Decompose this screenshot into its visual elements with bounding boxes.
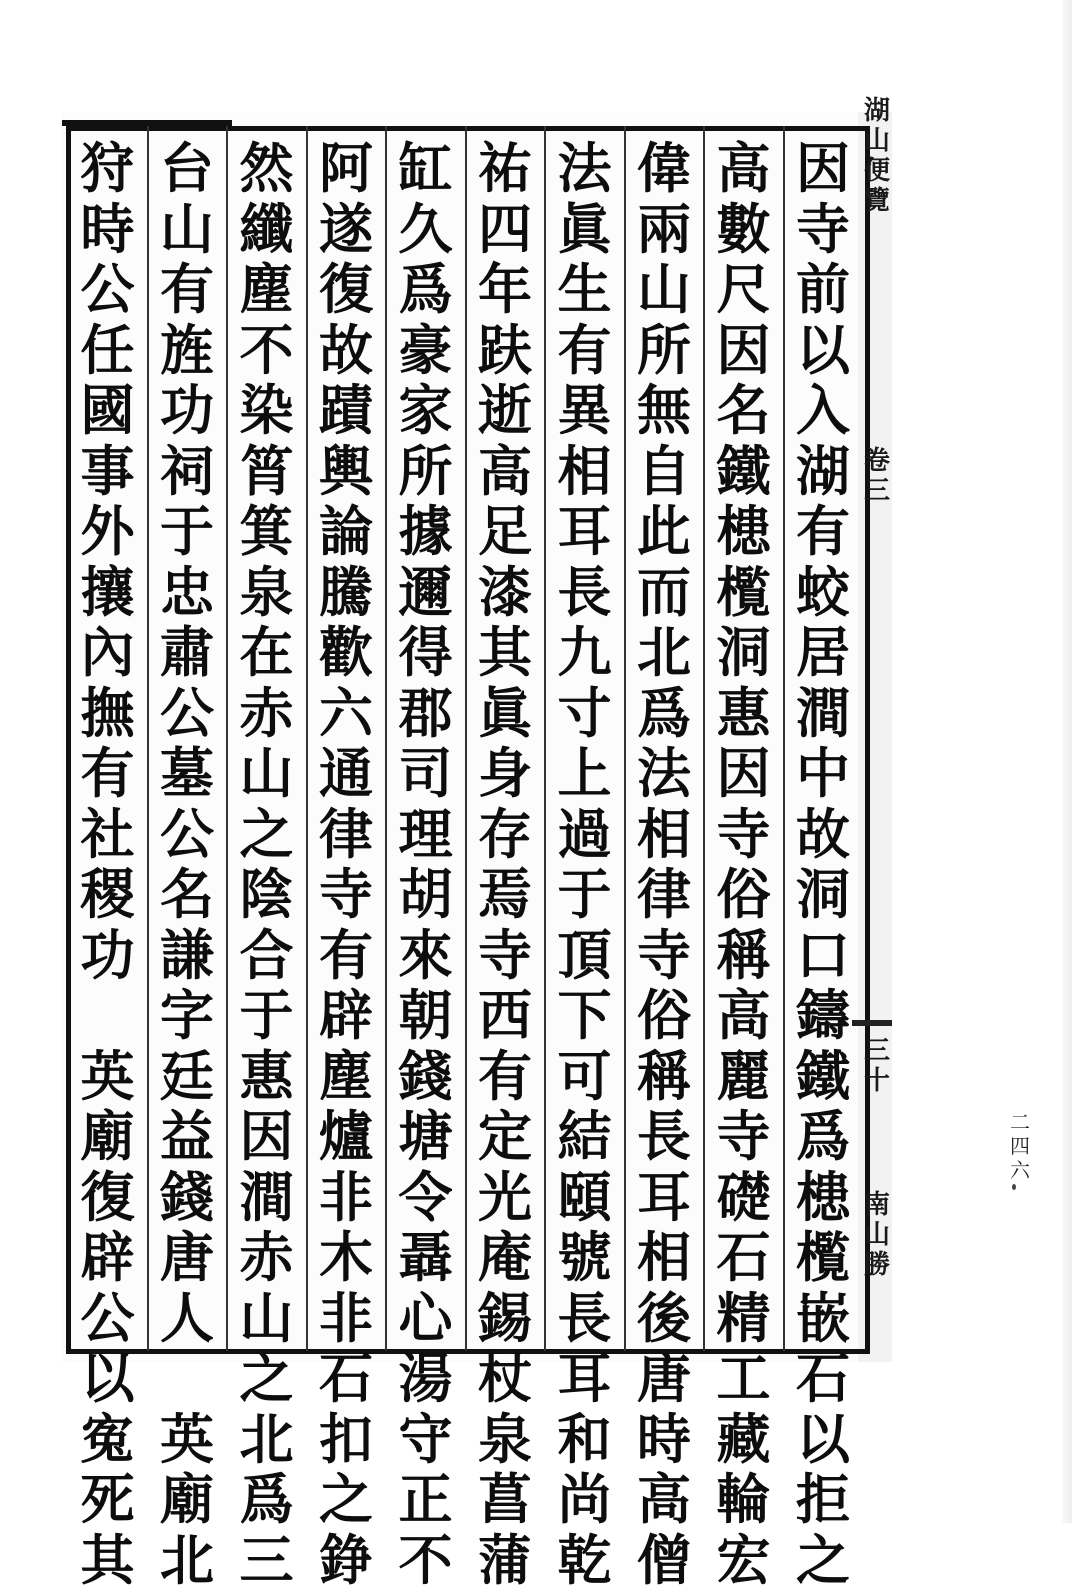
char: 法 [557,136,612,200]
char: 足 [478,499,532,563]
char: 謙 [160,922,214,987]
char: 過 [557,801,612,866]
char: 不 [398,1527,453,1592]
char: 有 [478,1043,532,1108]
char: 異 [557,378,612,442]
char: 泉 [478,1406,532,1471]
char: 寺 [637,922,691,987]
margin-mid [862,1036,892,1096]
char: 通 [319,741,373,805]
char: 豪 [398,317,453,382]
char: 南 [863,1190,890,1220]
char: 數 [716,196,771,261]
char: 槵 [716,499,771,563]
char: 高 [716,136,771,200]
char: 廟 [160,1467,214,1531]
char: 長 [557,559,612,624]
char: 輪 [716,1467,771,1531]
char: 山 [239,741,294,805]
char: 而 [637,559,691,624]
text-column [236,136,298,1592]
char: 錢 [398,1043,453,1108]
char: 前 [796,257,850,321]
char: 功 [160,378,214,442]
char: 心 [398,1285,453,1350]
char: 論 [319,499,373,563]
char: 爲 [398,257,453,321]
char: 耳 [557,499,612,563]
char: 錚 [319,1527,373,1592]
char: 筲 [239,438,294,503]
char: 司 [398,741,453,805]
char: 鐵 [796,1043,850,1108]
char: 律 [637,862,691,926]
char: 覽 [863,186,890,216]
char: 箕 [239,499,294,563]
char: 庵 [478,1225,532,1289]
char: 乾 [557,1527,612,1592]
char: 之 [319,1467,373,1531]
char: 鑄 [796,983,850,1047]
char: 嵌 [796,1285,850,1350]
char: 拒 [796,1467,850,1531]
char: 後 [637,1285,691,1350]
char: 故 [796,801,850,866]
char: 石 [716,1225,771,1289]
column-rule [783,126,785,1351]
char: 逝 [478,378,532,442]
char: 爐 [319,1104,373,1168]
char: 爲 [796,1104,850,1168]
char: 高 [478,438,532,503]
char: 之 [796,1527,850,1592]
column-rule [624,126,626,1351]
char: 久 [398,196,453,261]
char: 四 [478,196,532,261]
char: 扣 [319,1406,373,1471]
char: 聶 [398,1225,453,1289]
char: 名 [716,378,771,442]
char: 年 [478,257,532,321]
char: 石 [319,1346,373,1410]
char: 有 [319,922,373,987]
column-rule [544,126,546,1351]
char: 攘 [80,559,135,624]
char: 三 [863,1036,890,1066]
char: 有 [160,257,214,321]
char: 山 [160,196,214,261]
char: 俗 [637,983,691,1047]
char: 于 [160,499,214,563]
text-column [713,136,775,1592]
char: 爲 [239,1467,294,1531]
margin-foot [862,1190,892,1280]
char: 頤 [557,1164,612,1229]
char: 焉 [478,862,532,926]
char: 結 [557,1104,612,1168]
text-column [315,136,377,1592]
char: 身 [478,741,532,805]
char: 遂 [319,196,373,261]
char: 工 [716,1346,771,1410]
char: 僧 [637,1527,691,1592]
char: 寸 [557,680,612,745]
char: 長 [557,1285,612,1350]
char: 台 [160,136,214,200]
char [77,985,139,1046]
char: 來 [398,922,453,987]
fold-mark [852,1020,892,1026]
char: 湖 [796,438,850,503]
char: 鐵 [716,438,771,503]
char: 祐 [478,136,532,200]
char: 忠 [160,559,214,624]
char: 惠 [239,1043,294,1108]
char: 泉 [239,559,294,624]
char: 陰 [239,862,294,926]
char: 因 [796,136,850,200]
char: 因 [716,317,771,382]
char: 麗 [716,1043,771,1108]
column-rule [306,126,308,1351]
char: 纖 [239,196,294,261]
char: 六 [1010,1158,1030,1182]
char: 湯 [398,1346,453,1410]
char: 眞 [557,196,612,261]
char: 狩 [80,136,135,200]
char: 此 [637,499,691,563]
char: 名 [160,862,214,926]
column-rule [703,126,705,1351]
char: 寺 [716,1104,771,1168]
char: 不 [239,317,294,382]
column-rule [226,126,228,1351]
char: 澗 [796,680,850,745]
char: 惠 [716,680,771,745]
char: 耳 [637,1164,691,1229]
char: 湖 [863,96,890,126]
char: 合 [239,922,294,987]
margin-volume [862,446,892,506]
char: 相 [637,801,691,866]
char: 高 [637,1467,691,1531]
char: 寺 [796,196,850,261]
char: 槵 [796,1164,850,1229]
char: 洞 [796,862,850,926]
char: 社 [80,801,135,866]
char: 漆 [478,559,532,624]
char: 上 [557,741,612,805]
char: 墓 [160,741,214,805]
char: 寃 [80,1406,135,1471]
page-number [1008,1110,1032,1182]
char: 卷 [863,446,890,476]
char: 寺 [716,801,771,866]
char: 非 [319,1164,373,1229]
char: 時 [637,1406,691,1471]
char: 㰖 [796,1225,850,1289]
char: 山 [863,126,890,156]
column-rule [465,126,467,1351]
char: 公 [160,801,214,866]
char: 復 [319,257,373,321]
char: 可 [557,1043,612,1108]
text-column [395,136,457,1592]
char: 稱 [716,922,771,987]
char: 宏 [716,1527,771,1592]
char: 據 [398,499,453,563]
char: 國 [80,378,135,442]
char: 杖 [478,1346,532,1410]
char: 和 [557,1406,612,1471]
char: 錢 [160,1164,214,1229]
char: 六 [319,680,373,745]
char: 之 [239,801,294,866]
char: 任 [80,317,135,382]
char: 于 [239,983,294,1047]
char: 耳 [557,1346,612,1410]
char: 號 [557,1225,612,1289]
margin-title [862,96,892,216]
char: 定 [478,1104,532,1168]
char [156,1348,218,1409]
char: 二 [1010,1110,1030,1134]
char: 木 [319,1225,373,1289]
char: 時 [80,196,135,261]
char: 北 [239,1406,294,1471]
char: 以 [796,317,850,382]
char: 高 [716,983,771,1047]
char: 勝 [863,1250,890,1280]
char: 礎 [716,1164,771,1229]
char: 相 [557,438,612,503]
char: 辟 [319,983,373,1047]
char: 缸 [398,136,453,200]
char: 三 [863,476,890,506]
char: 歡 [319,620,373,684]
char: 阿 [319,136,373,200]
char: 撫 [80,680,135,745]
char: 公 [80,1285,135,1350]
char: 偉 [637,136,691,200]
char: 公 [80,257,135,321]
char: 藏 [716,1406,771,1471]
char: 騰 [319,559,373,624]
char: 九 [557,620,612,684]
text-column [474,136,536,1592]
char: 稷 [80,862,135,926]
char: 尺 [716,257,771,321]
text-column [554,136,616,1592]
char: 律 [319,801,373,866]
char: 英 [80,1043,135,1108]
char: 蹟 [319,378,373,442]
char: 因 [239,1104,294,1168]
char: 肅 [160,620,214,684]
char: 其 [80,1527,135,1592]
char: 菖 [478,1467,532,1531]
char: 英 [160,1406,214,1471]
char: 存 [478,801,532,866]
char: 字 [160,983,214,1047]
char: 山 [239,1285,294,1350]
char: 塵 [319,1043,373,1108]
column-rule [147,126,149,1351]
char: 十 [863,1066,890,1096]
char: 赤 [239,680,294,745]
char: 寺 [478,922,532,987]
char: 蛟 [796,559,850,624]
char: 非 [319,1285,373,1350]
char: 內 [80,620,135,684]
char: 精 [716,1285,771,1350]
text-column [633,136,695,1592]
char: 輿 [319,438,373,503]
char: 邇 [398,559,453,624]
char: 死 [80,1467,135,1531]
char: 守 [398,1406,453,1471]
char: 頂 [557,922,612,987]
char: 錫 [478,1285,532,1350]
char: 以 [80,1346,135,1410]
column-rule [385,126,387,1351]
char: 正 [398,1467,453,1531]
char: 之 [239,1346,294,1410]
char: 令 [398,1164,453,1229]
char: 口 [796,922,850,987]
char: 北 [160,1527,214,1592]
char: 唐 [637,1346,691,1410]
char: 廷 [160,1043,214,1108]
char: 寺 [319,862,373,926]
char: 無 [637,378,691,442]
char: 胡 [398,862,453,926]
char: 在 [239,620,294,684]
char: 朝 [398,983,453,1047]
char: 洞 [716,620,771,684]
char: 理 [398,801,453,866]
char: 以 [796,1406,850,1471]
char: 石 [796,1346,850,1410]
char: 唐 [160,1225,214,1289]
char: 塵 [239,257,294,321]
speck [1012,1184,1016,1190]
char: 祠 [160,438,214,503]
char: 旌 [160,317,214,382]
char: 西 [478,983,532,1047]
char: 事 [80,438,135,503]
char: 法 [637,741,691,805]
char: 相 [637,1225,691,1289]
text-column [156,136,218,1592]
char: 家 [398,378,453,442]
text-column [77,136,139,1592]
char: 長 [637,1104,691,1168]
char: 辟 [80,1225,135,1289]
char: 復 [80,1164,135,1229]
char: 因 [716,741,771,805]
text-column [792,136,854,1592]
char: 有 [80,741,135,805]
char: 益 [160,1104,214,1168]
char: 趺 [478,317,532,382]
char: 廟 [80,1104,135,1168]
char: 尚 [557,1467,612,1531]
char: 稱 [637,1043,691,1108]
char: 下 [557,983,612,1047]
char: 所 [398,438,453,503]
char: 兩 [637,196,691,261]
char: 居 [796,620,850,684]
char: 塘 [398,1104,453,1168]
char: 北 [637,620,691,684]
char: 爲 [637,680,691,745]
char: 郡 [398,680,453,745]
char: 有 [557,317,612,382]
char: 中 [796,741,850,805]
char: 四 [1010,1134,1030,1158]
char: 有 [796,499,850,563]
char: 公 [160,680,214,745]
char: 㰖 [716,559,771,624]
char: 外 [80,499,135,563]
char: 人 [160,1285,214,1350]
char: 故 [319,317,373,382]
char: 山 [637,257,691,321]
char: 光 [478,1164,532,1229]
char: 俗 [716,862,771,926]
char: 然 [239,136,294,200]
char: 入 [796,378,850,442]
char: 其 [478,620,532,684]
char: 于 [557,862,612,926]
char: 澗 [239,1164,294,1229]
char: 自 [637,438,691,503]
char: 眞 [478,680,532,745]
char: 赤 [239,1225,294,1289]
char: 山 [863,1220,890,1250]
char: 生 [557,257,612,321]
char: 染 [239,378,294,442]
page-edge [1062,0,1072,1523]
char: 蒲 [478,1527,532,1592]
char: 便 [863,156,890,186]
char: 功 [80,922,135,987]
char: 三 [239,1527,294,1592]
char: 得 [398,620,453,684]
char: 所 [637,317,691,382]
